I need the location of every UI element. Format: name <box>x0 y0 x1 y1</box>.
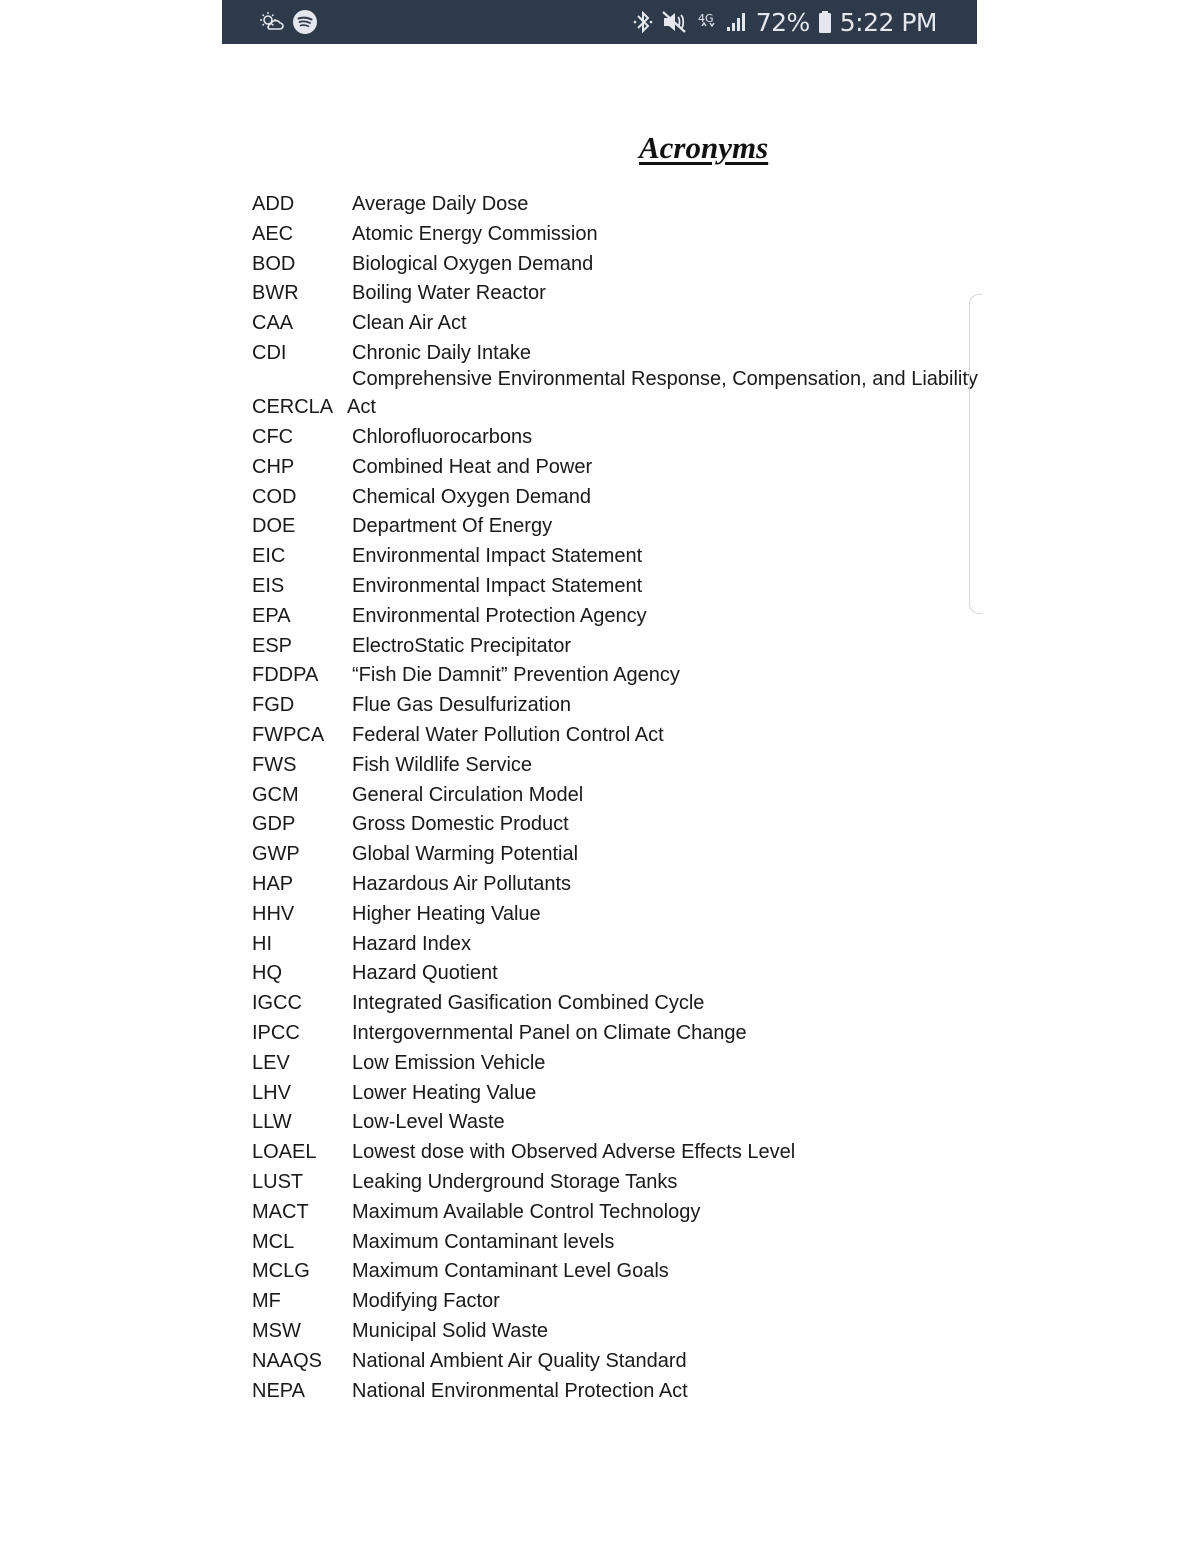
acronym-definition: Combined Heat and Power <box>352 455 593 478</box>
acronym-definition: Department Of Energy <box>352 515 553 538</box>
acronym-definition: National Ambient Air Quality Standard <box>352 1349 687 1372</box>
acronym-definition: Maximum Contaminant levels <box>352 1230 615 1253</box>
acronym-abbreviation: FDDPA <box>252 664 319 687</box>
acronym-abbreviation: NEPA <box>252 1379 305 1402</box>
acronym-definition: Lowest dose with Observed Adverse Effects Level <box>352 1141 796 1164</box>
acronym-definition: Leaking Underground Storage Tanks <box>352 1171 678 1193</box>
acronym-definition: Fish Wildlife Service <box>352 753 533 776</box>
acronym-definition: Hazardous Air Pollutants <box>352 873 572 895</box>
acronym-definition: Gross Domestic Product <box>352 813 569 836</box>
acronym-definition: Chlorofluorocarbons <box>352 426 533 448</box>
acronym-abbreviation: FWS <box>252 753 297 776</box>
acronym-abbreviation: MCLG <box>252 1260 310 1283</box>
acronym-definition: Federal Water Pollution Control Act <box>352 724 664 746</box>
acronym-definition: General Circulation Model <box>352 783 584 806</box>
acronym-definition: Municipal Solid Waste <box>352 1320 549 1342</box>
acronym-abbreviation: FWPCA <box>252 724 325 746</box>
acronym-abbreviation: HAP <box>252 873 294 895</box>
acronym-abbreviation: FGD <box>252 694 295 717</box>
acronym-definition: Modifying Factor <box>352 1290 500 1313</box>
svg-text:4G: 4G <box>697 12 714 25</box>
edge-panel-handle[interactable] <box>969 294 982 614</box>
battery-percent: 72% <box>755 7 810 37</box>
acronym-abbreviation: LUST <box>252 1171 304 1193</box>
acronym-abbreviation: AEC <box>252 222 294 245</box>
acronym-abbreviation: ESP <box>252 634 293 657</box>
acronym-definition: Comprehensive Environmental Response, Compensation, and Liability <box>352 368 978 390</box>
acronym-definition: ElectroStatic Precipitator <box>352 634 571 657</box>
acronym-abbreviation: HHV <box>252 902 295 925</box>
acronym-definition: Environmental Impact Statement <box>352 545 643 568</box>
acronym-definition: Flue Gas Desulfurization <box>352 694 571 717</box>
acronym-abbreviation: EPA <box>252 604 291 627</box>
acronym-definition: Atomic Energy Commission <box>352 222 598 245</box>
acronym-abbreviation: DOE <box>252 515 296 538</box>
acronym-abbreviation: GDP <box>252 813 296 836</box>
acronym-abbreviation: ADD <box>252 193 295 215</box>
acronym-definition: Higher Heating Value <box>352 902 541 925</box>
acronym-abbreviation: LOAEL <box>252 1141 317 1164</box>
acronym-abbreviation: LHV <box>252 1081 291 1104</box>
acronym-abbreviation: CERCLA <box>252 396 334 418</box>
acronym-definition: Clean Air Act <box>352 312 467 335</box>
acronym-abbreviation: GWP <box>252 843 300 866</box>
acronym-abbreviation: IPCC <box>252 1022 300 1044</box>
acronym-abbreviation: CHP <box>252 455 295 478</box>
acronym-abbreviation: BWR <box>252 282 299 305</box>
acronym-definition: Chemical Oxygen Demand <box>352 485 591 508</box>
acronym-definition: National Environmental Protection Act <box>352 1379 688 1402</box>
acronym-definition: Environmental Protection Agency <box>352 604 647 627</box>
acronym-definition: Boiling Water Reactor <box>352 282 546 305</box>
acronym-definition: Hazard Index <box>352 932 471 955</box>
acronym-definition: Low-Level Waste <box>352 1111 505 1134</box>
acronym-abbreviation: GCM <box>252 783 299 806</box>
acronym-abbreviation: MCL <box>252 1230 295 1253</box>
acronym-definition: Maximum Available Control Technology <box>352 1200 701 1223</box>
clock: 5:22 PM <box>839 7 937 37</box>
acronym-abbreviation: HI <box>252 932 272 955</box>
acronym-definition: Biological Oxygen Demand <box>352 252 594 275</box>
acronym-definition: Maximum Contaminant Level Goals <box>352 1260 669 1283</box>
acronym-definition: Lower Heating Value <box>352 1081 537 1104</box>
acronym-abbreviation: CFC <box>252 426 294 448</box>
acronym-abbreviation: BOD <box>252 252 296 275</box>
acronym-abbreviation: MSW <box>252 1320 301 1342</box>
document-title: Acronyms <box>639 130 769 165</box>
acronym-abbreviation: COD <box>252 485 297 508</box>
acronym-definition: “Fish Die Damnit” Prevention Agency <box>352 664 680 687</box>
acronym-definition: Integrated Gasification Combined Cycle <box>352 992 705 1015</box>
acronym-abbreviation: LEV <box>252 1051 290 1074</box>
acronym-abbreviation: MF <box>252 1290 281 1313</box>
acronym-definition: Average Daily Dose <box>352 193 529 215</box>
acronym-definition: Intergovernmental Panel on Climate Change <box>352 1022 747 1044</box>
acronym-abbreviation: EIC <box>252 545 286 568</box>
acronym-abbreviation: IGCC <box>252 992 302 1015</box>
acronym-definition: Global Warming Potential <box>352 843 579 866</box>
acronym-definition-continued: Act <box>347 396 376 418</box>
acronym-abbreviation: CAA <box>252 312 294 335</box>
acronym-abbreviation: NAAQS <box>252 1349 323 1372</box>
acronym-definition: Hazard Quotient <box>352 962 498 985</box>
acronym-abbreviation: LLW <box>252 1111 292 1134</box>
acronym-definition: Chronic Daily Intake <box>352 342 531 364</box>
acronym-abbreviation: MACT <box>252 1200 309 1223</box>
acronym-definition: Low Emission Vehicle <box>352 1051 546 1074</box>
acronym-abbreviation: HQ <box>252 962 282 985</box>
acronym-abbreviation: EIS <box>252 575 285 597</box>
acronym-abbreviation: CDI <box>252 342 287 364</box>
acronym-definition: Environmental Impact Statement <box>352 575 643 597</box>
